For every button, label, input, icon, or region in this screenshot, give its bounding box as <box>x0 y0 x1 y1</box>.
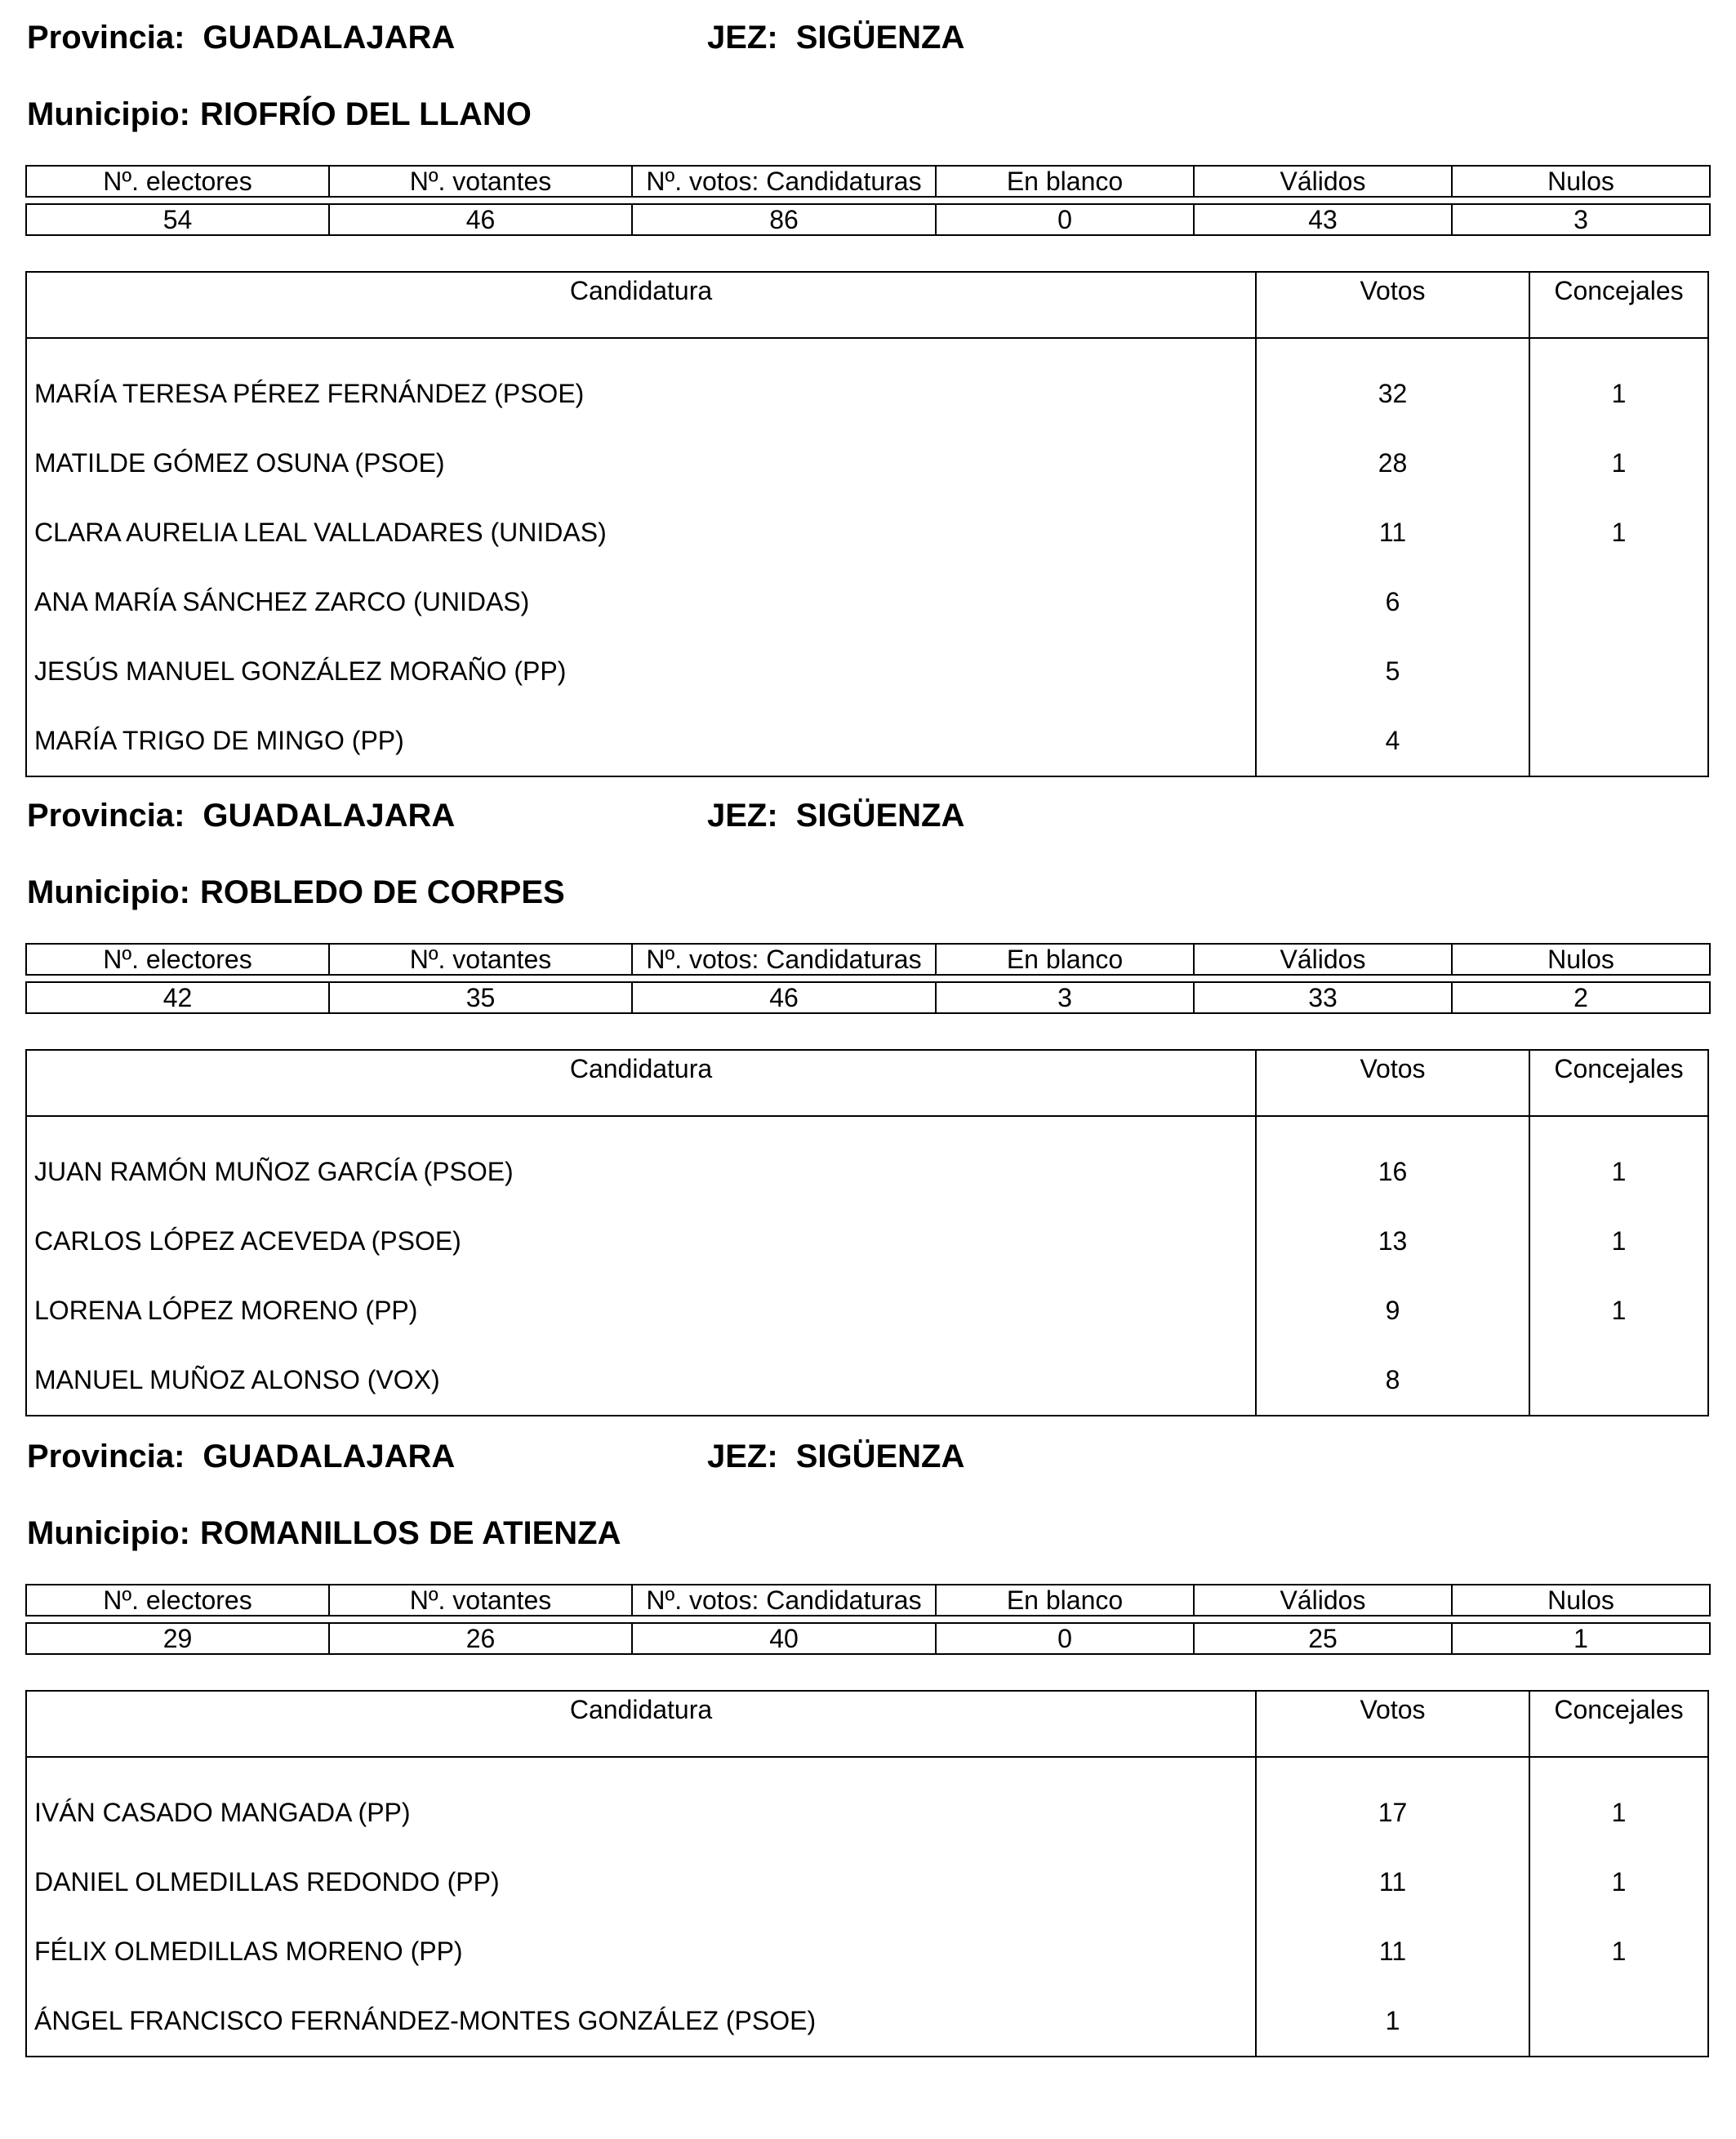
candidate-name: JUAN RAMÓN MUÑOZ GARCÍA (PSOE) <box>34 1157 514 1186</box>
municipio-line <box>27 95 532 134</box>
candidate-name: JESÚS MANUEL GONZÁLEZ MORAÑO (PP) <box>34 656 567 686</box>
summary-header: Nulos <box>1452 1585 1710 1616</box>
summary-header: Nº. votos: Candidaturas <box>632 166 936 197</box>
candidatura-header: Candidatura <box>569 276 713 305</box>
candidate-name: ANA MARÍA SÁNCHEZ ZARCO (UNIDAS) <box>34 587 530 616</box>
jez-value: SIGÜENZA <box>795 798 965 834</box>
summary-header: Nº. votos: Candidaturas <box>632 1585 936 1616</box>
candidatura-header: Candidatura <box>569 1054 713 1083</box>
concejales-header: Concejales <box>1529 1051 1707 1115</box>
provincia-value: GUADALAJARA <box>203 1439 456 1474</box>
candidate-votes: 4 <box>1255 706 1529 776</box>
provincia-label: Provincia: <box>27 20 185 56</box>
municipio-value: RIOFRÍO DEL LLANO <box>199 96 532 132</box>
summary-value: 26 <box>329 1623 632 1654</box>
table-row <box>27 637 1707 706</box>
candidate-concejales: 1 <box>1529 429 1707 498</box>
candidate-name: MANUEL MUÑOZ ALONSO (VOX) <box>34 1365 440 1394</box>
summary-header: Nº. electores <box>26 1585 329 1616</box>
summary-value: 0 <box>936 204 1194 235</box>
candidate-name: MARÍA TERESA PÉREZ FERNÁNDEZ (PSOE) <box>34 379 585 408</box>
candidate-name: MARÍA TRIGO DE MINGO (PP) <box>34 726 404 755</box>
concejales-header: Concejales <box>1529 273 1707 337</box>
table-row <box>27 1137 1707 1207</box>
votos-header: Votos <box>1255 273 1529 337</box>
summary-value: 1 <box>1452 1623 1710 1654</box>
provincia-value: GUADALAJARA <box>203 798 456 834</box>
candidate-votes: 17 <box>1255 1778 1529 1848</box>
jez-value: SIGÜENZA <box>795 1439 965 1474</box>
summary-header: Nulos <box>1452 166 1710 197</box>
candidate-name: CARLOS LÓPEZ ACEVEDA (PSOE) <box>34 1226 461 1256</box>
provincia-label: Provincia: <box>27 1439 185 1474</box>
summary-value: 43 <box>1194 204 1452 235</box>
candidate-concejales <box>1529 637 1707 706</box>
summary-header: En blanco <box>936 1585 1194 1616</box>
summary-value: 46 <box>329 204 632 235</box>
candidate-name: CLARA AURELIA LEAL VALLADARES (UNIDAS) <box>34 518 607 547</box>
jez-label: JEZ: <box>707 20 778 56</box>
provincia-label: Provincia: <box>27 798 185 834</box>
municipio-label: Municipio: <box>27 874 190 910</box>
summary-value: 40 <box>632 1623 936 1654</box>
municipio-line <box>27 873 565 912</box>
summary-value: 3 <box>936 982 1194 1013</box>
provincia-value: GUADALAJARA <box>203 20 456 56</box>
municipio-value: ROBLEDO DE CORPES <box>199 874 565 910</box>
summary-header: Válidos <box>1194 1585 1452 1616</box>
table-row <box>27 1917 1707 1986</box>
table-row <box>27 1986 1707 2056</box>
summary-table <box>25 943 1711 1014</box>
summary-header: Válidos <box>1194 944 1452 975</box>
municipio-label: Municipio: <box>27 96 190 132</box>
summary-value: 29 <box>26 1623 329 1654</box>
candidate-concejales: 1 <box>1529 1276 1707 1345</box>
summary-value: 0 <box>936 1623 1194 1654</box>
summary-table <box>25 165 1711 236</box>
summary-header: En blanco <box>936 166 1194 197</box>
candidate-votes: 1 <box>1255 1986 1529 2056</box>
candidate-votes: 9 <box>1255 1276 1529 1345</box>
summary-value: 33 <box>1194 982 1452 1013</box>
candidate-name: FÉLIX OLMEDILLAS MORENO (PP) <box>34 1937 463 1966</box>
table-row <box>27 1345 1707 1415</box>
municipio-line <box>27 1514 621 1553</box>
candidate-votes: 11 <box>1255 498 1529 567</box>
candidate-name: ÁNGEL FRANCISCO FERNÁNDEZ-MONTES GONZÁLEZ (PSOE) <box>34 2006 817 2035</box>
candidate-concejales <box>1529 1345 1707 1415</box>
votos-header: Votos <box>1255 1051 1529 1115</box>
candidate-name: MATILDE GÓMEZ OSUNA (PSOE) <box>34 448 445 478</box>
summary-value: 2 <box>1452 982 1710 1013</box>
candidate-concejales <box>1529 1986 1707 2056</box>
summary-header: Nº. votantes <box>329 944 632 975</box>
jez-label: JEZ: <box>707 798 778 834</box>
summary-value: 54 <box>26 204 329 235</box>
candidate-concejales <box>1529 706 1707 776</box>
summary-header: En blanco <box>936 944 1194 975</box>
candidates-table <box>25 1049 1709 1416</box>
candidate-votes: 5 <box>1255 637 1529 706</box>
table-row <box>27 567 1707 637</box>
candidate-votes: 8 <box>1255 1345 1529 1415</box>
summary-header: Nº. votantes <box>329 1585 632 1616</box>
jez-value: SIGÜENZA <box>795 20 965 56</box>
provincia-line <box>27 1437 455 1476</box>
candidate-name: DANIEL OLMEDILLAS REDONDO (PP) <box>34 1867 500 1897</box>
summary-header: Nulos <box>1452 944 1710 975</box>
candidate-votes: 32 <box>1255 359 1529 429</box>
candidatura-header: Candidatura <box>569 1695 713 1724</box>
candidate-concejales: 1 <box>1529 498 1707 567</box>
concejales-header: Concejales <box>1529 1692 1707 1756</box>
municipio-label: Municipio: <box>27 1515 190 1551</box>
votos-header: Votos <box>1255 1692 1529 1756</box>
table-row <box>27 1207 1707 1276</box>
summary-header: Nº. votos: Candidaturas <box>632 944 936 975</box>
summary-value: 3 <box>1452 204 1710 235</box>
candidate-votes: 13 <box>1255 1207 1529 1276</box>
provincia-line <box>27 796 455 835</box>
candidates-table <box>25 271 1709 777</box>
candidate-concejales: 1 <box>1529 359 1707 429</box>
municipio-value: ROMANILLOS DE ATIENZA <box>199 1515 621 1551</box>
table-row <box>27 1276 1707 1345</box>
candidate-votes: 28 <box>1255 429 1529 498</box>
table-row <box>27 1848 1707 1917</box>
candidate-name: LORENA LÓPEZ MORENO (PP) <box>34 1296 418 1325</box>
candidate-name: IVÁN CASADO MANGADA (PP) <box>34 1798 411 1827</box>
candidate-concejales: 1 <box>1529 1848 1707 1917</box>
candidate-concejales: 1 <box>1529 1137 1707 1207</box>
summary-header: Nº. electores <box>26 944 329 975</box>
candidate-votes: 16 <box>1255 1137 1529 1207</box>
provincia-line <box>27 18 455 57</box>
candidate-votes: 6 <box>1255 567 1529 637</box>
summary-value: 46 <box>632 982 936 1013</box>
candidates-table <box>25 1690 1709 2057</box>
candidate-concejales: 1 <box>1529 1778 1707 1848</box>
candidate-concejales: 1 <box>1529 1207 1707 1276</box>
jez-label: JEZ: <box>707 1439 778 1474</box>
summary-header: Nº. votantes <box>329 166 632 197</box>
summary-header: Válidos <box>1194 166 1452 197</box>
candidate-concejales <box>1529 567 1707 637</box>
table-row <box>27 429 1707 498</box>
table-row <box>27 359 1707 429</box>
summary-table <box>25 1584 1711 1655</box>
table-row <box>27 706 1707 776</box>
jez-line <box>707 18 964 57</box>
candidate-votes: 11 <box>1255 1917 1529 1986</box>
table-row <box>27 498 1707 567</box>
jez-line <box>707 1437 964 1476</box>
candidate-concejales: 1 <box>1529 1917 1707 1986</box>
jez-line <box>707 796 964 835</box>
summary-value: 35 <box>329 982 632 1013</box>
summary-value: 42 <box>26 982 329 1013</box>
candidate-votes: 11 <box>1255 1848 1529 1917</box>
summary-value: 25 <box>1194 1623 1452 1654</box>
summary-header: Nº. electores <box>26 166 329 197</box>
table-row <box>27 1778 1707 1848</box>
summary-value: 86 <box>632 204 936 235</box>
